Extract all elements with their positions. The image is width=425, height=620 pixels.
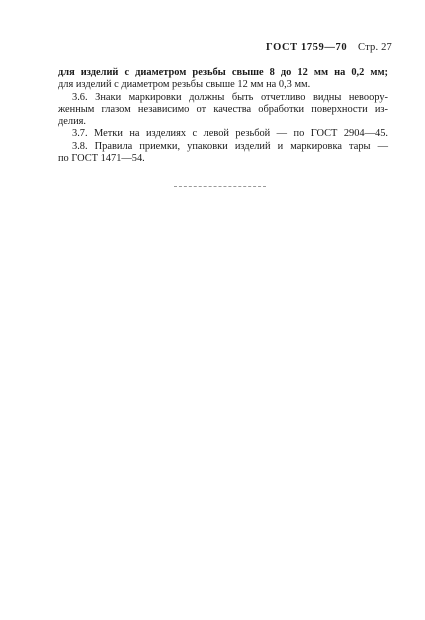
end-separator	[174, 186, 266, 188]
text-line-2: для изделий с диаметром резьбы свыше 12 мм на 0,3 мм.	[58, 79, 311, 91]
clause-3-6-line-2: женным глазом независимо от качества обработки поверхности из-	[58, 103, 388, 115]
text-line-1: для изделий с диаметром резьбы свыше 8 до 12 мм на 0,2 мм;	[58, 67, 388, 78]
standard-number: ГОСТ 1759—70	[266, 42, 348, 53]
clause-3-8-line-1: 3.8. Правила приемки, упаковки изделий и маркировка тары —	[72, 140, 388, 152]
page-header	[266, 42, 392, 53]
clause-3-7: 3.7. Метки на изделиях с левой резьбой — по ГОСТ 2904—45.	[72, 128, 388, 140]
document-body	[58, 67, 388, 165]
clause-3-8-line-2: по ГОСТ 1471—54.	[58, 153, 145, 165]
page-number: Стр. 27	[358, 42, 392, 53]
clause-3-6-line-3: делия.	[58, 116, 87, 128]
clause-3-6-line-1: 3.6. Знаки маркировки должны быть отчетливо видны невоору-	[72, 91, 388, 103]
